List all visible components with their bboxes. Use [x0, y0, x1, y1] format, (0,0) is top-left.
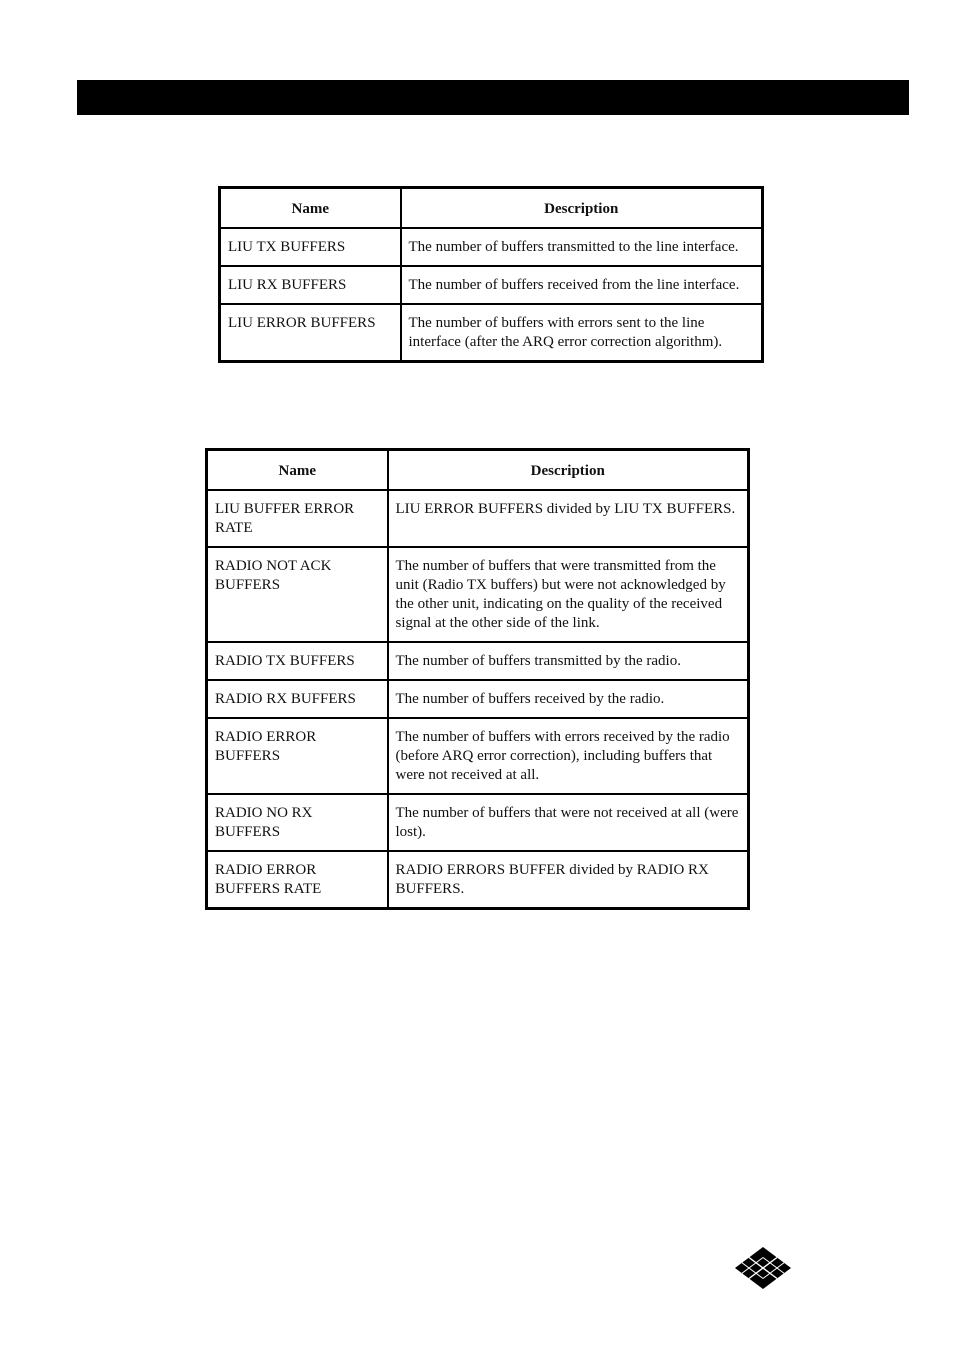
header-bar: [77, 80, 909, 115]
row-name: RADIO ERROR BUFFERS: [207, 718, 388, 794]
row-description: The number of buffers with errors received by the radio (before ARQ error correction), including buffers that were not received at all.: [388, 718, 749, 794]
table-row: [220, 304, 763, 362]
liu-buffers-table: [218, 186, 764, 363]
table-header-row: [220, 188, 763, 229]
row-name: LIU TX BUFFERS: [220, 228, 401, 266]
row-description: The number of buffers that were transmitted from the unit (Radio TX buffers) but were not acknowledged by the other unit, indicating on the quality of the received signal at the other side of the link.: [388, 547, 749, 642]
row-description: The number of buffers that were not received at all (were lost).: [388, 794, 749, 851]
row-description: The number of buffers with errors sent to the line interface (after the ARQ error correction algorithm).: [401, 304, 763, 362]
row-description: LIU ERROR BUFFERS divided by LIU TX BUFFERS.: [388, 490, 749, 547]
table-row: [207, 642, 749, 680]
row-name: RADIO TX BUFFERS: [207, 642, 388, 680]
row-description: The number of buffers received by the radio.: [388, 680, 749, 718]
table-row: [207, 547, 749, 642]
column-header-name: Name: [207, 450, 388, 491]
table-row: [207, 680, 749, 718]
table-row: [220, 266, 763, 304]
table-row: [207, 490, 749, 547]
row-name: RADIO NO RX BUFFERS: [207, 794, 388, 851]
row-name: LIU RX BUFFERS: [220, 266, 401, 304]
row-description: RADIO ERRORS BUFFER divided by RADIO RX BUFFERS.: [388, 851, 749, 909]
table-row: [207, 718, 749, 794]
row-name: RADIO ERROR BUFFERS RATE: [207, 851, 388, 909]
row-description: The number of buffers received from the line interface.: [401, 266, 763, 304]
row-name: RADIO RX BUFFERS: [207, 680, 388, 718]
table-row: [207, 851, 749, 909]
radio-buffers-table: [205, 448, 750, 910]
row-name: LIU ERROR BUFFERS: [220, 304, 401, 362]
table-row: [207, 794, 749, 851]
column-header-description: Description: [388, 450, 749, 491]
row-description: The number of buffers transmitted to the line interface.: [401, 228, 763, 266]
row-name: RADIO NOT ACK BUFFERS: [207, 547, 388, 642]
table-row: [220, 228, 763, 266]
column-header-description: Description: [401, 188, 763, 229]
column-header-name: Name: [220, 188, 401, 229]
row-name: LIU BUFFER ERROR RATE: [207, 490, 388, 547]
row-description: The number of buffers transmitted by the radio.: [388, 642, 749, 680]
table-header-row: [207, 450, 749, 491]
diamond-logo-icon: [734, 1246, 792, 1290]
